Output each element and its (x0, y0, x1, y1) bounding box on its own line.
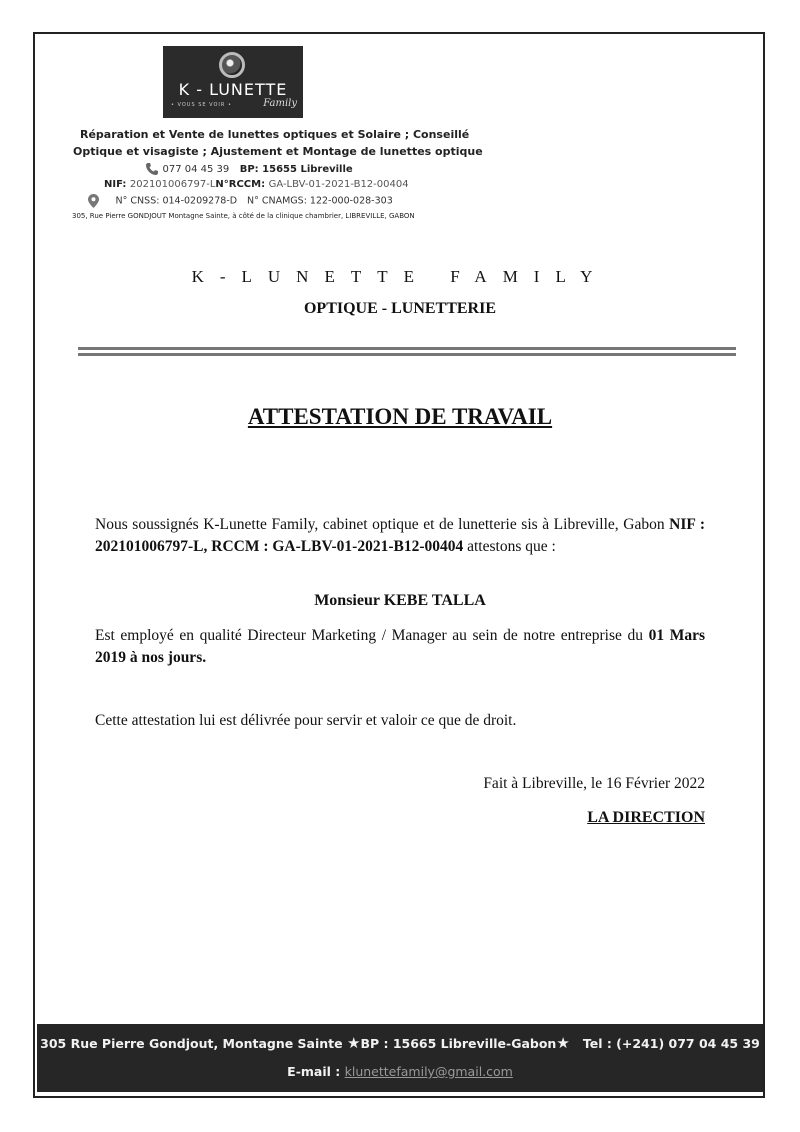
company-name: K-LUNETTE FAMILY (191, 267, 609, 286)
page-title: ATTESTATION DE TRAVAIL (247, 404, 553, 429)
footer-bp: BP : 15665 Libreville-Gabon (360, 1036, 557, 1051)
divider-bottom (78, 353, 736, 356)
lens-icon (219, 52, 245, 78)
nif-rccm-line (104, 179, 409, 190)
header-address: 305, Rue Pierre GONDJOUT Montagne Sainte, à côté de la clinique chambrier, LIBREVILLE, GABON (72, 212, 415, 220)
company-logo (163, 46, 303, 118)
star-icon: ★ (347, 1034, 361, 1052)
footer-contact-line (37, 1034, 763, 1052)
footer-email-label: E-mail : (287, 1064, 341, 1079)
place-date: Fait à Libreville, le 16 Février 2022 (483, 775, 705, 792)
header-rccm-value: GA-LBV-01-2021-B12-00404 (268, 179, 409, 190)
footer-tel: Tel : (+241) 077 04 45 39 (582, 1036, 760, 1051)
header-nif-value: 202101006797-L (129, 179, 216, 190)
header-rccm-label: N°RCCM: (215, 179, 266, 190)
cnss-line (88, 194, 393, 208)
header-cnss: N° CNSS: 014-0209278-D (115, 195, 238, 207)
divider-top (78, 347, 736, 350)
services-line-2: Optique et visagiste ; Ajustement et Montage de lunettes optique (73, 145, 483, 158)
employee-name: Monsieur KEBE TALLA (314, 592, 486, 609)
intro-text: Nous soussignés K-Lunette Family, cabinet optique et de lunetterie sis à Libreville, Gabon (95, 516, 670, 533)
paragraph-employment (95, 625, 705, 669)
header-bp-value: 15655 Libreville (262, 164, 353, 175)
star-icon: ★ (556, 1034, 570, 1052)
company-registration: NIF : 202101006797-L, RCCM : GA-LBV-01-2021-B12-00404 (95, 516, 706, 555)
header-nif-label: NIF: (104, 179, 127, 190)
header-phone: 077 04 45 39 (162, 164, 230, 175)
phone-icon (145, 162, 159, 176)
intro-end: attestons que : (463, 538, 556, 555)
page-border (33, 32, 765, 1098)
footer-email-line (37, 1064, 763, 1079)
logo-brand: K - LUNETTE (178, 80, 288, 99)
company-subtitle: OPTIQUE - LUNETTERIE (303, 300, 497, 317)
footer-address: 305 Rue Pierre Gondjout, Montagne Sainte (40, 1036, 343, 1051)
footer-bar (37, 1024, 763, 1092)
logo-tagline: • VOUS SE VOIR • (171, 102, 232, 108)
location-pin-icon (88, 194, 99, 208)
header-cnamgs: N° CNAMGS: 122-000-028-303 (247, 195, 393, 207)
employment-date: 01 Mars 2019 à nos jours. (95, 627, 705, 666)
phone-bp-line (145, 162, 353, 176)
paragraph-purpose: Cette attestation lui est délivrée pour servir et valoir ce que de droit. (95, 712, 517, 729)
logo-script: Family (263, 98, 297, 109)
footer-email-link[interactable]: klunettefamily@gmail.com (344, 1064, 513, 1079)
employment-text: Est employé en qualité Directeur Marketing / Manager au sein de notre entreprise du (95, 627, 649, 644)
signature-label: LA DIRECTION (587, 809, 705, 826)
paragraph-intro (95, 514, 705, 558)
header-bp-label: BP: (239, 164, 259, 175)
services-line-1: Réparation et Vente de lunettes optiques et Solaire ; Conseillé (80, 128, 470, 141)
